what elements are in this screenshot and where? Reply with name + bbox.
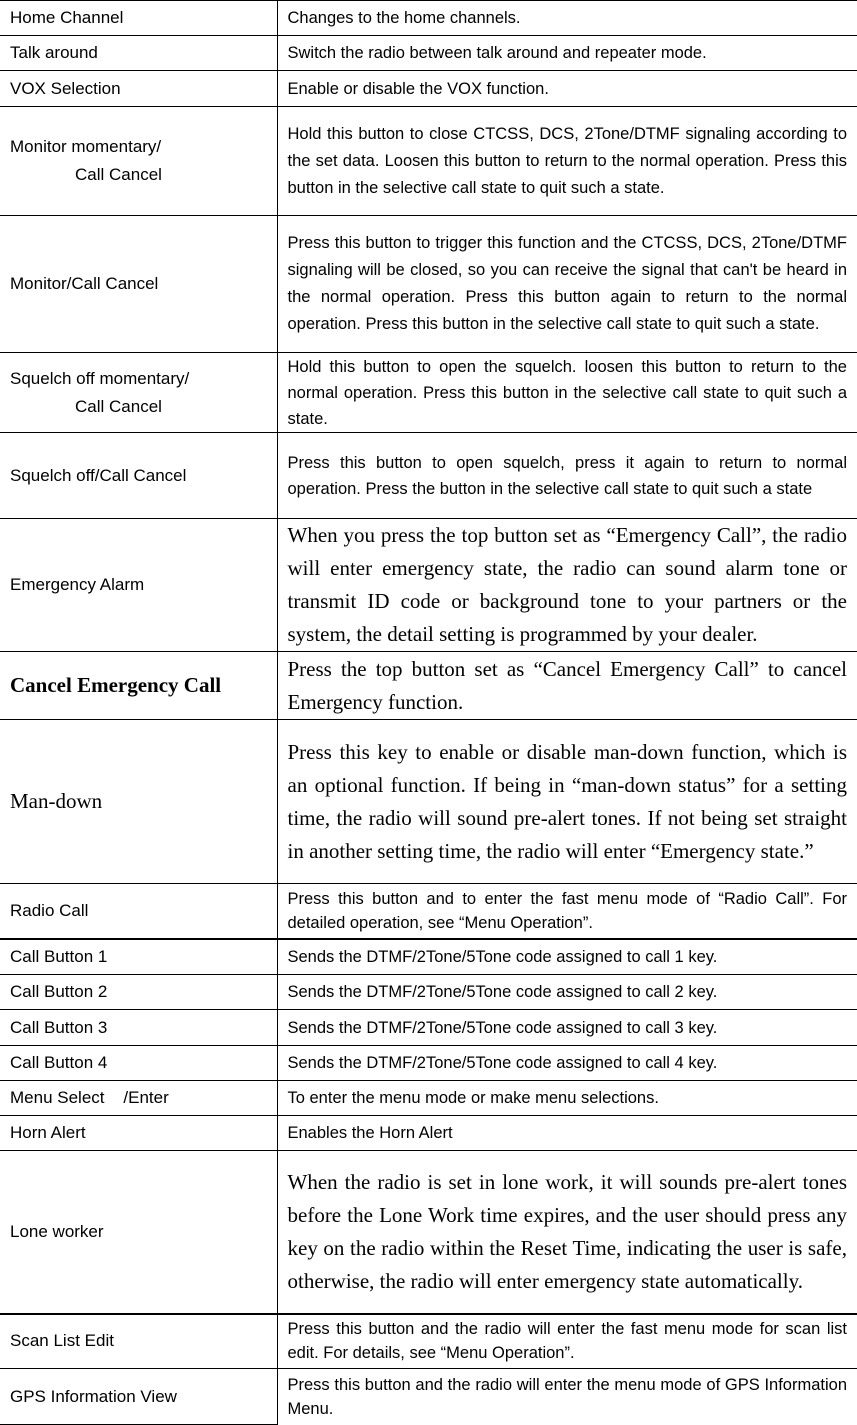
function-description: Press this button and the radio will enter the fast menu mode for scan list edit. For details, see “Menu Operation”.: [277, 1314, 857, 1369]
function-name: Call Button 2: [0, 975, 277, 1010]
table-row: [0, 720, 857, 884]
table-row: [0, 1151, 857, 1314]
function-name: Menu Select /Enter: [0, 1081, 277, 1116]
function-description: Hold this button to open the squelch. loosen this button to return to the normal operation. Press this button in the selective call state to quit such a state.: [277, 353, 857, 433]
function-name: [0, 353, 277, 433]
function-name: Call Button 4: [0, 1046, 277, 1081]
function-name-line2: Call Cancel: [75, 165, 162, 184]
table-row: [0, 1046, 857, 1081]
function-description: Press this button to open squelch, press it again to return to normal operation. Press the button in the selective call state to quit such a state: [277, 433, 857, 519]
function-description: Press this button and to enter the fast menu mode of “Radio Call”. For detailed operation, see “Menu Operation”.: [277, 884, 857, 939]
function-description: Sends the DTMF/2Tone/5Tone code assigned to call 4 key.: [277, 1046, 857, 1081]
function-name: Home Channel: [0, 1, 277, 36]
function-description: When the radio is set in lone work, it will sounds pre-alert tones before the Lone Work time expires, and the user should press any key on the radio within the Reset Time, indicating the user is safe, otherwise, the radio will enter emergency state automatically.: [277, 1151, 857, 1314]
function-description: Press this button and the radio will enter the menu mode of GPS Information Menu.: [287, 1375, 847, 1418]
function-name: Squelch off/Call Cancel: [0, 433, 277, 519]
function-description: Press this key to enable or disable man-down function, which is an optional function. If being in “man-down status” for a setting time, the radio will sound pre-alert tones. If not being set straight in another setting time, the radio will enter “Emergency state.”: [277, 720, 857, 884]
table-row: [0, 939, 857, 975]
table-row: [0, 107, 857, 216]
function-name: Call Button 3: [0, 1010, 277, 1046]
function-description: Sends the DTMF/2Tone/5Tone code assigned to call 1 key.: [277, 939, 857, 975]
function-name-line1: Squelch off momentary/: [10, 368, 190, 388]
table-row: [0, 216, 857, 353]
table-row: [0, 1, 857, 36]
table-row: [0, 1116, 857, 1151]
function-name: Call Button 1: [0, 939, 277, 975]
function-description: To enter the menu mode or make menu selections.: [277, 1081, 857, 1116]
table-row: [0, 433, 857, 519]
function-name: Horn Alert: [0, 1116, 277, 1151]
function-description: Changes to the home channels.: [277, 1, 857, 36]
table-row: [0, 884, 857, 939]
table-row: [0, 1314, 857, 1369]
function-description: When you press the top button set as “Emergency Call”, the radio will enter emergency state, the radio can sound alarm tone or transmit ID code or background tone to your partners or the system, the detail setting is programmed by your dealer.: [277, 519, 857, 652]
function-name: Cancel Emergency Call: [0, 652, 277, 720]
function-description: Press this button to trigger this function and the CTCSS, DCS, 2Tone/DTMF signaling will be closed, so you can receive the signal that can't be heard in the normal operation. Press this button again to return to the normal operation. Press this button in the selective call state to quit such a state.: [277, 216, 857, 353]
table-row: [0, 71, 857, 107]
function-description: Hold this button to close CTCSS, DCS, 2Tone/DTMF signaling according to the set data. Loosen this button to return to the normal operation. Press this button in the selective call state to quit such a state.: [277, 107, 857, 216]
table-row: [0, 36, 857, 71]
function-name: Emergency Alarm: [0, 519, 277, 652]
table-row: [0, 652, 857, 720]
function-description: Switch the radio between talk around and repeater mode.: [277, 36, 857, 71]
function-name: Scan List Edit: [0, 1314, 277, 1369]
function-name: Talk around: [0, 36, 277, 71]
function-name: VOX Selection: [0, 71, 277, 107]
function-name: Lone worker: [0, 1151, 277, 1314]
function-name: Man-down: [0, 720, 277, 884]
function-description: Sends the DTMF/2Tone/5Tone code assigned to call 2 key.: [277, 975, 857, 1010]
table-row: [0, 353, 857, 433]
table-row: [0, 1081, 857, 1116]
function-description: Enables the Horn Alert: [277, 1116, 857, 1151]
table-row: [0, 1369, 857, 1425]
function-description: Enable or disable the VOX function.: [277, 71, 857, 107]
table-row: [0, 975, 857, 1010]
function-name: Radio Call: [0, 884, 277, 939]
function-description: Press the top button set as “Cancel Emergency Call” to cancel Emergency function.: [277, 652, 857, 720]
function-name-line2: Call Cancel: [75, 396, 162, 416]
table-row: [0, 1010, 857, 1046]
function-name-line1: Monitor momentary/: [10, 137, 162, 156]
function-description: Sends the DTMF/2Tone/5Tone code assigned to call 3 key.: [277, 1010, 857, 1046]
function-name: [0, 107, 277, 216]
function-name: GPS Information View: [0, 1369, 277, 1425]
table-row: [0, 519, 857, 652]
function-name: Monitor/Call Cancel: [0, 216, 277, 353]
